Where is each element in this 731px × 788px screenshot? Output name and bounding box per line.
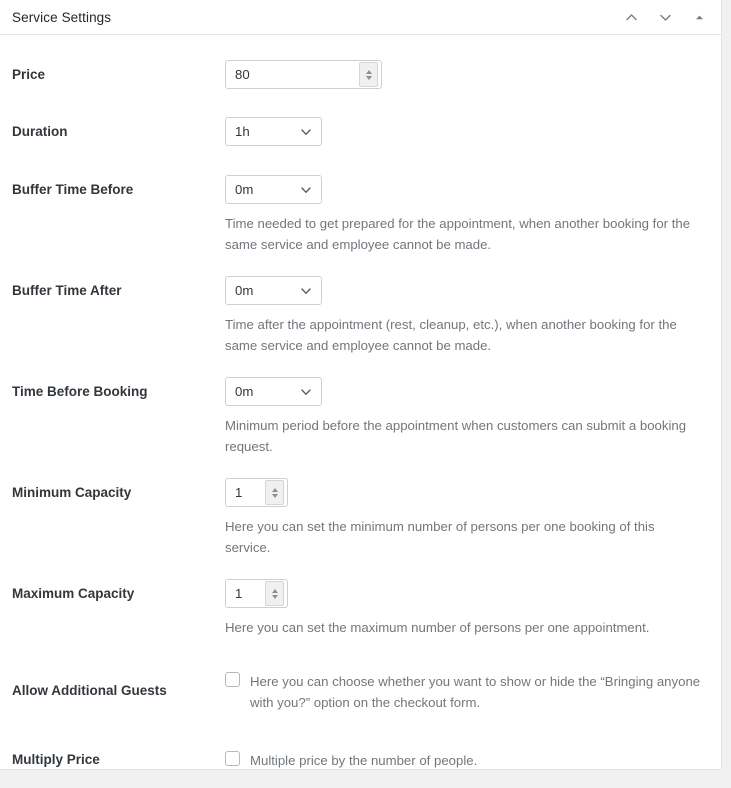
allow-additional-guests-checkbox[interactable]: [225, 672, 240, 687]
allow-additional-guests-checkbox-row: [225, 671, 709, 713]
collapse-icon[interactable]: [687, 5, 711, 29]
maximum-capacity-stepper[interactable]: [265, 581, 284, 606]
minimum-capacity-stepper-down-icon[interactable]: [272, 494, 278, 498]
buffer-time-after-value: 0m: [235, 283, 254, 298]
allow-additional-guests-checkbox-label: Here you can choose whether you want to show or hide the “Bringing anyone with you?” option on the checkout form.: [250, 674, 701, 710]
minimum-capacity-label: Minimum Capacity: [12, 485, 132, 500]
buffer-time-before-control: [225, 175, 709, 255]
page-title: Service Settings: [12, 9, 112, 25]
buffer-time-before-select[interactable]: [225, 175, 322, 204]
time-before-booking-help: Minimum period before the appointment when customers can submit a booking request.: [225, 418, 687, 454]
price-input[interactable]: [225, 60, 382, 89]
panel-header-actions: [619, 5, 711, 29]
minimum-capacity-value: 1: [235, 485, 243, 500]
duration-select[interactable]: [225, 117, 322, 146]
time-before-booking-value: 0m: [235, 384, 254, 399]
minimum-capacity-stepper[interactable]: [265, 480, 284, 505]
field-row-time-before-booking: [0, 356, 721, 457]
duration-label: Duration: [12, 124, 68, 139]
duration-control: [225, 117, 709, 146]
duration-value: 1h: [235, 124, 250, 139]
buffer-time-after-label: Buffer Time After: [12, 283, 122, 298]
field-row-duration: [0, 89, 721, 146]
buffer-time-after-select[interactable]: [225, 276, 322, 305]
field-row-minimum-capacity: [0, 457, 721, 558]
multiply-price-checkbox-label: Multiple price by the number of people.: [250, 753, 478, 768]
maximum-capacity-label: Maximum Capacity: [12, 586, 135, 601]
multiply-price-control: [225, 750, 709, 770]
buffer-time-after-control: [225, 276, 709, 356]
multiply-price-label: Multiply Price: [12, 752, 100, 767]
maximum-capacity-input[interactable]: [225, 579, 288, 608]
buffer-time-before-help: Time needed to get prepared for the appointment, when another booking for the same service and employee cannot be made.: [225, 216, 691, 252]
field-row-buffer-time-before: [0, 146, 721, 255]
time-before-booking-label: Time Before Booking: [12, 384, 148, 399]
price-value: 80: [235, 67, 250, 82]
field-row-price: [0, 35, 721, 89]
time-before-booking-select[interactable]: [225, 377, 322, 406]
maximum-capacity-help: Here you can set the maximum number of persons per one appointment.: [225, 620, 650, 635]
buffer-time-before-value: 0m: [235, 182, 254, 197]
allow-additional-guests-label: Allow Additional Guests: [12, 683, 167, 698]
minimum-capacity-stepper-up-icon[interactable]: [272, 488, 278, 492]
minimum-capacity-input[interactable]: [225, 478, 288, 507]
panel-header: [0, 0, 721, 35]
price-control: [225, 60, 709, 89]
price-stepper[interactable]: [359, 62, 378, 87]
field-row-multiply-price: [0, 713, 721, 770]
multiply-price-checkbox[interactable]: [225, 751, 240, 766]
move-up-icon[interactable]: [619, 5, 643, 29]
buffer-time-before-label: Buffer Time Before: [12, 182, 134, 197]
minimum-capacity-help: Here you can set the minimum number of persons per one booking of this service.: [225, 519, 655, 555]
maximum-capacity-value: 1: [235, 586, 243, 601]
price-stepper-up-icon[interactable]: [366, 70, 372, 74]
allow-additional-guests-control: [225, 671, 709, 713]
field-row-allow-additional-guests: [0, 638, 721, 713]
buffer-time-after-help: Time after the appointment (rest, cleanup, etc.), when another booking for the same service and employee cannot be made.: [225, 317, 677, 353]
chevron-down-icon: [300, 285, 312, 297]
minimum-capacity-control: [225, 478, 709, 558]
field-row-buffer-time-after: [0, 255, 721, 356]
chevron-down-icon: [300, 126, 312, 138]
chevron-down-icon: [300, 386, 312, 398]
price-stepper-down-icon[interactable]: [366, 76, 372, 80]
maximum-capacity-control: [225, 579, 709, 638]
field-row-maximum-capacity: [0, 558, 721, 638]
price-label: Price: [12, 67, 46, 82]
maximum-capacity-stepper-up-icon[interactable]: [272, 589, 278, 593]
panel-body: [0, 35, 721, 770]
move-down-icon[interactable]: [653, 5, 677, 29]
multiply-price-checkbox-row: [225, 750, 709, 770]
time-before-booking-control: [225, 377, 709, 457]
chevron-down-icon: [300, 184, 312, 196]
maximum-capacity-stepper-down-icon[interactable]: [272, 595, 278, 599]
